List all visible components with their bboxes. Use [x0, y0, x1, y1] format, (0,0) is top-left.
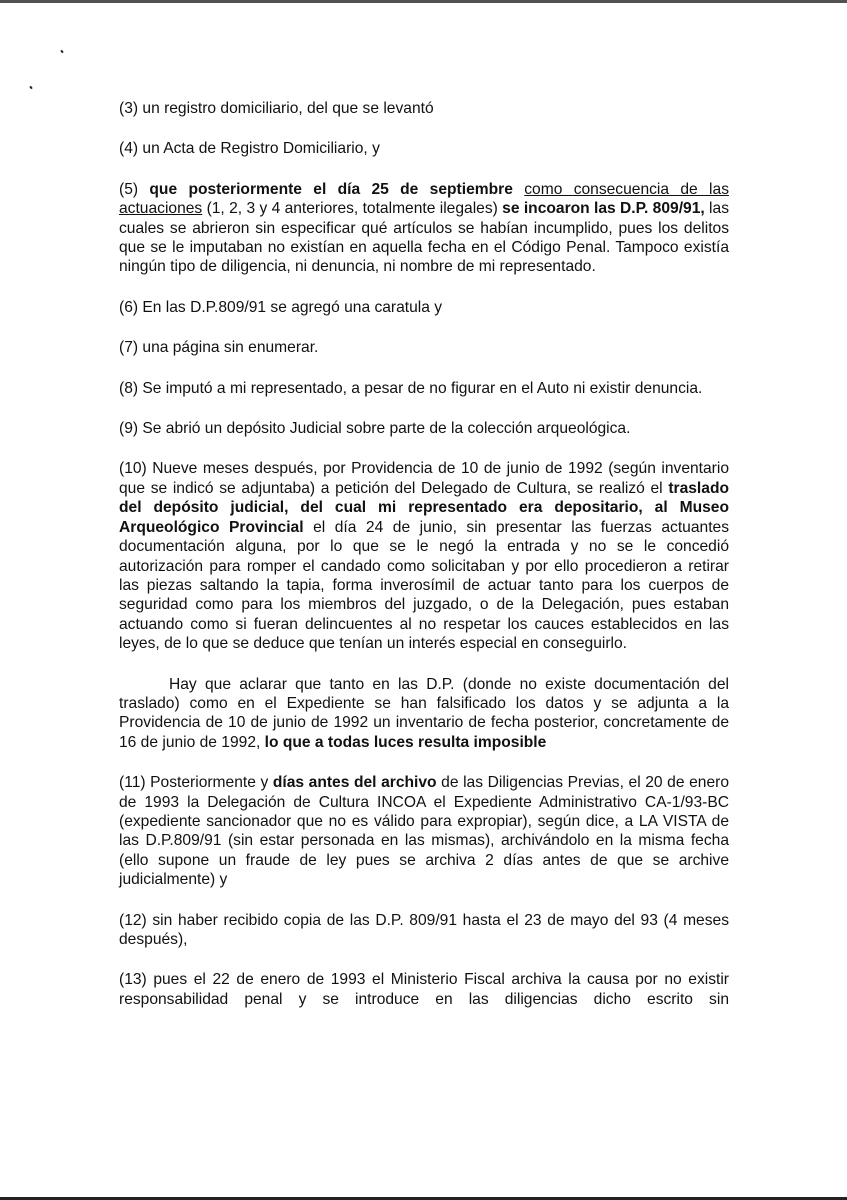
text-run: (11) Posteriormente y: [119, 774, 273, 792]
paragraph-8: (8) Se imputó a mi representado, a pesar de no figurar en el Auto ni existir denuncia.: [119, 379, 703, 397]
paragraph-5: [119, 180, 729, 277]
text-run: Hay que aclarar que tanto en las D.P. (donde no existe documentación del traslado) como en el Expediente se han falsificado los datos y se adjunta a la Providencia de 10 de junio de 1992 un inventario de fecha posterior, concretamente de 16 de junio de 1992,: [119, 675, 729, 751]
paragraph-11: [119, 773, 729, 889]
paragraph-3: (3) un registro domiciliario, del que se levantó: [119, 100, 434, 117]
text-run: las cuales se abrieron sin especificar qué artículos se habían incumplido, pues los delitos que se le imputaban no existían en aquella fecha en el Código Penal. Tampoco existía ningún tipo de diligencia, ni denuncia, ni nombre de mi representado.: [119, 200, 729, 276]
paragraph-4: (4) un Acta de Registro Domiciliario, y: [119, 140, 380, 158]
bold-phrase: se incoaron las D.P. 809/91,: [502, 200, 705, 218]
text-run: el día 24 de junio, sin presentar las fuerzas actuantes documentación alguna, por lo que se le negó la entrada y no se le concedió autorización para romper el candado como solicitaban y por ello procedieron a retirar las piezas saltando la tapia, forma inverosímil de actuar tanto para los cuerpos de seguridad como para los miembros del juzgado, o de la Delegación, pues estaban actuando como si fueran delincuentes al no respetar los cauces establecidos en las leyes, de lo que se deduce que tenían un interés especial en conseguirlo.: [119, 518, 729, 653]
document-body: [119, 99, 729, 1030]
paragraph-clarification: [119, 675, 729, 753]
paragraph-12: (12) sin haber recibido copia de las D.P. 809/91 hasta el 23 de mayo del 93 (4 meses después),: [119, 911, 729, 948]
paragraph-9: (9) Se abrió un depósito Judicial sobre parte de la colección arqueológica.: [119, 420, 631, 438]
bold-phrase: lo que a todas luces resulta imposible: [264, 733, 547, 751]
paragraph-10: [119, 459, 729, 653]
item-number: (5): [119, 180, 150, 198]
paragraph-13: (13) pues el 22 de enero de 1993 el Ministerio Fiscal archiva la causa por no existir responsabilidad penal y se introduce en las diligencias dicho escrito sin: [119, 971, 729, 1008]
scan-speck: [29, 86, 32, 90]
text-run: (10) Nueve meses después, por Providencia de 10 de junio de 1992 (según inventario que se indicó se adjuntaba) a petición del Delegado de Cultura, se realizó el: [119, 460, 729, 497]
text-run: de las Diligencias Previas, el 20 de enero de 1993 la Delegación de Cultura INCOA el Expediente Administrativo CA-1/93-BC (expediente sancionador que no es válido para expropiar), según dice, a LA VISTA de las D.P.809/91 (sin estar personada en las mismas), archivándolo en la misma fecha (ello supone un fraude de ley pues se archiva 2 días antes de que se archive judicialmente) y: [119, 774, 729, 889]
bold-phrase: traslado del depósito judicial, del cual mi representado era depositario, al Museo Arqueológico Provincial: [119, 479, 729, 536]
paragraph-6: (6) En las D.P.809/91 se agregó una caratula y: [119, 298, 443, 316]
scan-speck: [60, 50, 63, 54]
text-run: (1, 2, 3 y 4 anteriores, totalmente ilegales): [202, 200, 503, 218]
underlined-phrase: como consecuencia de las actuaciones: [119, 180, 729, 218]
scan-edge-top: [0, 0, 847, 3]
bold-phrase: días antes del archivo: [272, 774, 437, 792]
bold-phrase: que posteriormente el día 25 de septiembre: [149, 180, 513, 198]
paragraph-7: (7) una página sin enumerar.: [119, 339, 319, 357]
